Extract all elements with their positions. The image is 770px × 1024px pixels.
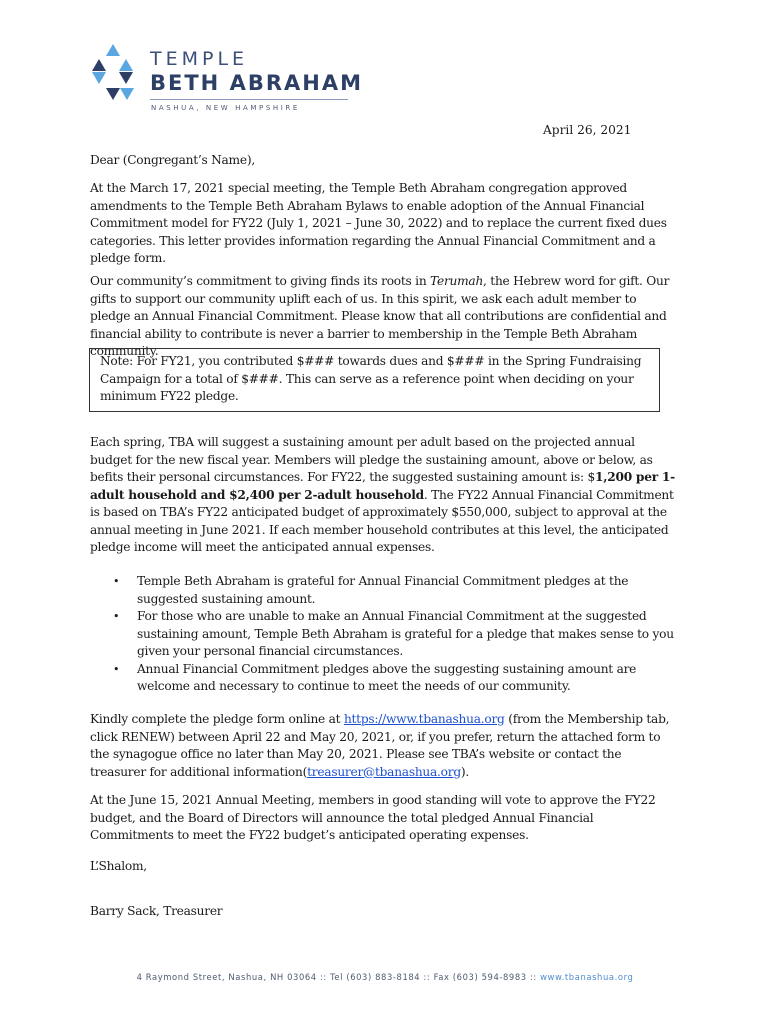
- list-item: [110, 573, 680, 608]
- paragraph-pledge-instructions: [90, 711, 680, 781]
- community-text-after: , the Hebrew word for gift. Our gifts to support our community uplift each of us. In this spirit, we ask each adult member to pledge an Annual Financial Commitment. Please know that all contributions are confidential and financial ability to contribute is never a barrier to membership in the Temple Beth Abraham community.: [90, 274, 670, 358]
- treasurer-email-link[interactable]: treasurer@tbanashua.org: [307, 764, 461, 779]
- bullet-text: Annual Financial Commitment pledges above the suggesting sustaining amount are welcome and necessary to continue to meet the needs of our community.: [137, 661, 637, 693]
- bullet-icon: •: [113, 575, 120, 588]
- contribution-note-box: Note: For FY21, you contributed $### towards dues and $### in the Spring Fundraising Campaign for a total of $###. This can serve as a reference point when deciding on your minimum FY22 pledge.: [89, 348, 660, 412]
- bullet-icon: •: [113, 662, 120, 676]
- community-text-before: Our community’s commitment to giving finds its roots in: [90, 274, 431, 288]
- website-link[interactable]: https://www.tbanashua.org: [343, 712, 505, 726]
- sustaining-amount-bold: 1,200 per 1-adult household and $2,400 per 2-adult household: [90, 470, 675, 502]
- footer-address: 4 Raymond Street, Nashua, NH 03064 :: Tel (603) 883-8184 :: Fax (603) 594-8983 ::: [136, 972, 541, 982]
- salutation: Dear (Congregant’s Name),: [90, 153, 255, 167]
- letter-date: April 26, 2021: [543, 123, 632, 137]
- closing: L’Shalom,: [90, 859, 147, 873]
- paragraph-intro: At the March 17, 2021 special meeting, the Temple Beth Abraham congregation approved amendments to the Temple Beth Abraham Bylaws to enable adoption of the Annual Financial Commitment model for FY22 (July 1, 2021 – June 30, 2022) and to replace the current fixed dues categories. This letter provides information regarding the Annual Financial Commitment and a pledge form.: [90, 181, 667, 265]
- logo-line-beth-abraham: BETH ABRAHAM: [150, 71, 363, 95]
- list-item: [110, 661, 680, 696]
- terumah-term: Terumah: [430, 274, 484, 288]
- kindly-text-after: ).: [460, 764, 470, 779]
- signature: Barry Sack, Treasurer: [90, 904, 223, 918]
- temple-logo: [88, 42, 368, 114]
- sustaining-text-before: Each spring, TBA will suggest a sustaining amount per adult based on the projected annual budget for the new fiscal year. Members will pledge the sustaining amount, above or below, as befits their personal circumstances. For FY22, the suggested sustaining amount is: $: [90, 435, 653, 484]
- kindly-text-middle: (from the Membership tab, click RENEW) between April 22 and May 20, 2021, or, if you prefer, return the attached form to the synagogue office no later than May 20, 2021. Please see TBA’s website or contact the treasurer for additional information(: [90, 712, 670, 779]
- paragraph-sustaining-amount: [90, 434, 680, 557]
- pledge-bullet-list: [110, 573, 680, 696]
- logo-line-location: NASHUA, NEW HAMPSHIRE: [151, 104, 300, 112]
- footer-website-link[interactable]: www.tbanashua.org: [540, 972, 634, 982]
- sustaining-text-after: . The FY22 Annual Financial Commitment is based on TBA’s FY22 anticipated budget of approximately $550,000, subject to approval at the annual meeting in June 2021. If each member household contributes at this level, the anticipated pledge income will meet the anticipated annual expenses.: [90, 487, 674, 554]
- logo-line-temple: TEMPLE: [150, 48, 249, 70]
- bullet-text: For those who are unable to make an Annual Financial Commitment at the suggested sustaining amount, Temple Beth Abraham is grateful for a pledge that makes sense to you given your personal financial circumstances.: [137, 609, 674, 658]
- bullet-text: Temple Beth Abraham is grateful for Annual Financial Commitment pledges at the suggested sustaining amount.: [137, 574, 629, 606]
- list-item: [110, 608, 680, 661]
- kindly-text-before: Kindly complete the pledge form online at: [90, 712, 344, 726]
- paragraph-annual-meeting: At the June 15, 2021 Annual Meeting, members in good standing will vote to approve the FY22 budget, and the Board of Directors will announce the total pledged Annual Financial Commitments to meet the FY22 budget’s anticipated operating expenses.: [90, 793, 656, 842]
- footer-contact: [0, 972, 770, 982]
- star-of-david-logo-icon: [88, 42, 138, 102]
- bullet-icon: •: [113, 610, 120, 623]
- logo-divider: [150, 99, 348, 100]
